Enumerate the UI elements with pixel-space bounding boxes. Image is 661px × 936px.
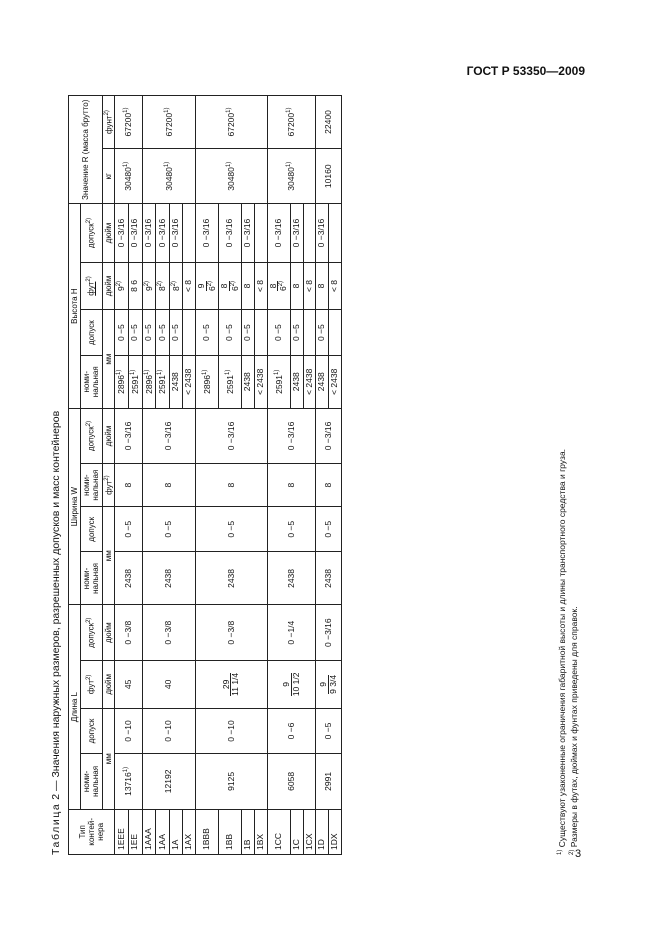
header-length: Длина L xyxy=(69,605,81,809)
table-row: 1CC 6058 0 −6 9 10 1/2 0 −1/4 2438 0 −5 8 0 −3/16 2591$^{1)}$ 0 −5 8 6$^{2)}$ 0 −3/16 30480$^{1)}$ 67200$^{1)}$ xyxy=(267,96,290,855)
table-row: 1BB 2591$^{1)}$ 0 −5 8 6$^{2)}$ 0 −3/16 xyxy=(219,96,242,855)
table-row: 1CX < 2438 < 8 xyxy=(303,96,316,855)
unit-width-ft: фут$^{2)}$ xyxy=(102,464,115,507)
header-height-tolerance: допуск xyxy=(81,310,102,355)
footnote-2: $^{2)}$ Размеры в футах, дюймах и фунтах приведены для справок. xyxy=(569,606,580,855)
header-type: Тип контей-нера xyxy=(69,809,115,854)
header-height-ft: фут$^{2)}$ xyxy=(81,262,102,310)
table-row: 1D 2991 0 −5 9 9 3/4 0 −3/16 2438 0 −5 8 0 −3/16 2438 0 −5 8 0 −3/16 10160 22400 xyxy=(316,96,329,855)
table-row: 1BBB 9125 0 −10 29 11 1/4 0 −3/8 2438 0 −5 8 0 −3/16 2896$^{1)}$ 0 −5 9 6$^{2)}$ 0 −3/16 30480$^{1)}$ 67200$^{1)}$ xyxy=(196,96,219,855)
unit-height-mm: мм xyxy=(102,310,115,408)
rotated-table-block xyxy=(50,95,610,855)
header-height: Высота H xyxy=(69,204,81,408)
unit-mass-kg: кг xyxy=(102,149,115,204)
header-height-nominal: номи-нальная xyxy=(81,355,102,408)
unit-width-mm: мм xyxy=(102,507,115,605)
table-row: 1AAA 12192 0 −10 40 0 −3/8 2438 0 −5 8 0 −3/16 2896$^{1)}$ 0 −5 9$^{2)}$ 0 −3/16 30480$^{1)}$ 67200$^{1)}$ xyxy=(142,96,156,855)
header-mass: Значение R (масса брутто) xyxy=(69,96,103,205)
page-number: 3 xyxy=(575,848,582,860)
header-length-tolerance: допуск xyxy=(81,708,102,753)
header-width-tolerance-in: допуск$^{2)}$ xyxy=(81,408,102,464)
unit-length-mm: мм xyxy=(102,708,115,809)
table-row: 1EEE 13716$^{1)}$ 0 −10 45 0 −3/8 2438 0 −5 8 0 −3/16 2896$^{1)}$ 0 −5 9$^{2)}$ 0 −3/16 30480$^{1)}$ 67200$^{1)}$ xyxy=(115,96,129,855)
table-row: 1EE 2591$^{1)}$ 0 −5 8 6 0 −3/16 xyxy=(129,96,143,855)
table-row: 1A 2438 0 −5 8$^{2)}$ 0 −3/16 xyxy=(169,96,183,855)
table-row: 1AA 2591$^{1)}$ 0 −5 8$^{2)}$ 0 −3/16 xyxy=(156,96,170,855)
unit-height-in: дюйм xyxy=(102,262,115,310)
table-row: 1AX < 2438 < 8 xyxy=(183,96,196,855)
header-width: Ширина W xyxy=(69,408,81,605)
table-caption-word: Таблица xyxy=(50,802,62,855)
header-length-nominal: номи-нальная xyxy=(81,754,102,809)
unit-length-in: дюйм xyxy=(102,660,115,708)
table-caption xyxy=(50,411,62,855)
header-width-tolerance: допуск xyxy=(81,507,102,552)
header-width-nominal: номи-нальная xyxy=(81,552,102,605)
header-width-nominal-ft: номи-нальная xyxy=(81,464,102,507)
table-row: 1B 2438 0 −5 8 0 −3/16 xyxy=(242,96,255,855)
table-row: 1DX < 2438 < 8 xyxy=(329,96,342,855)
table-row: 1BX < 2438 < 8 xyxy=(255,96,268,855)
table-row: 1C 2438 0 −5 8 0 −3/16 xyxy=(290,96,303,855)
header-height-tolerance-in: допуск$^{2)}$ xyxy=(81,204,102,262)
table-caption-text: 2 — Значения наружных размеров, разрешенных допусков и масс контейнеров xyxy=(50,410,62,803)
unit-mass-lb: фунт$^{2)}$ xyxy=(102,96,115,149)
document-code: ГОСТ Р 53350—2009 xyxy=(466,64,585,78)
container-dimensions-table xyxy=(68,95,342,855)
unit-length-tol-in: дюйм xyxy=(102,605,115,661)
header-length-ft: фут$^{2)}$ xyxy=(81,660,102,708)
table-footnotes xyxy=(556,449,581,855)
footnote-1: $^{1)}$ Существуют узаконенные ограничения габаритной высоты и длины транспортного средства и груза. xyxy=(557,448,567,855)
unit-width-tol-in: дюйм xyxy=(102,408,115,464)
header-length-tolerance-in: допуск$^{2)}$ xyxy=(81,605,102,661)
unit-height-tol-in: дюйм xyxy=(102,204,115,262)
